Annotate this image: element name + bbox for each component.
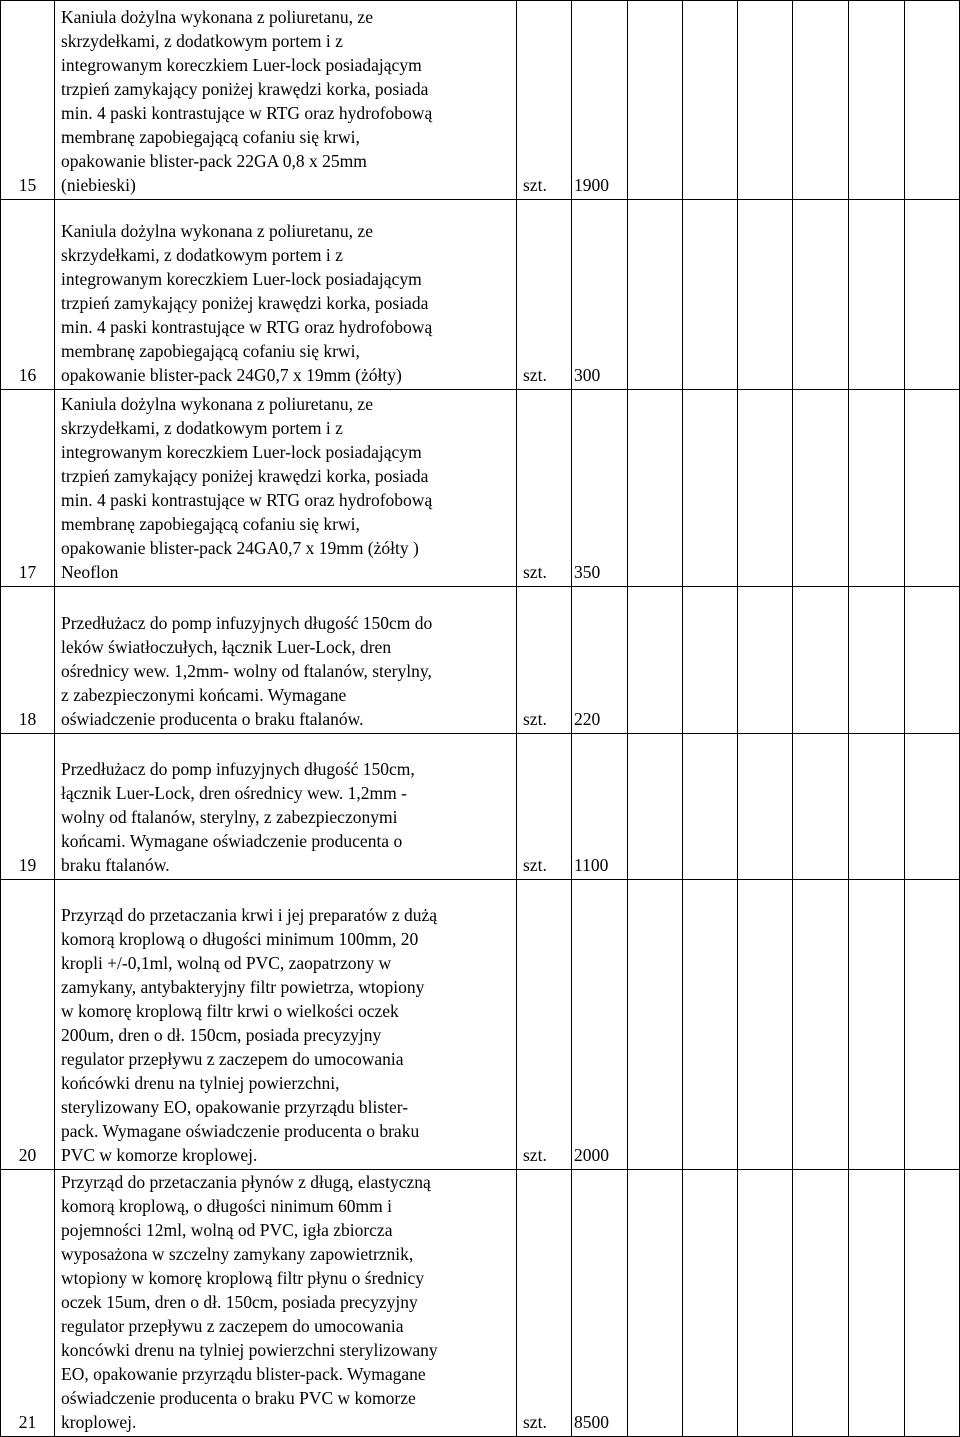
quantity-cell: 1100 bbox=[572, 734, 628, 880]
empty-cell bbox=[905, 1170, 960, 1437]
item-description bbox=[55, 880, 517, 1170]
table-row bbox=[1, 390, 960, 587]
empty-cell bbox=[849, 1, 905, 200]
unit-cell: szt. bbox=[517, 734, 572, 880]
row-number: 19 bbox=[1, 734, 55, 880]
empty-cell bbox=[793, 1, 849, 200]
empty-cell bbox=[738, 587, 793, 734]
row-number: 17 bbox=[1, 390, 55, 587]
empty-cell bbox=[738, 390, 793, 587]
empty-cell bbox=[905, 587, 960, 734]
item-description bbox=[55, 390, 517, 587]
quantity-cell: 350 bbox=[572, 390, 628, 587]
empty-cell bbox=[849, 390, 905, 587]
empty-cell bbox=[793, 200, 849, 390]
empty-cell bbox=[628, 587, 683, 734]
quantity-cell: 8500 bbox=[572, 1170, 628, 1437]
item-description bbox=[55, 200, 517, 390]
empty-cell bbox=[683, 734, 738, 880]
empty-cell bbox=[849, 880, 905, 1170]
empty-cell bbox=[849, 734, 905, 880]
empty-cell bbox=[793, 734, 849, 880]
empty-cell bbox=[683, 390, 738, 587]
unit-cell: szt. bbox=[517, 200, 572, 390]
item-description-text: Przedłużacz do pomp infuzyjnych długość 150cm, łącznik Luer-Lock, dren ośrednicy wew. 1,2mm - wolny od ftalanów, sterylny, z zabezpieczonymi końcami. Wymagane oświadczenie producenta o braku ftalanów. bbox=[61, 759, 415, 875]
empty-cell bbox=[849, 587, 905, 734]
row-number: 20 bbox=[1, 880, 55, 1170]
empty-cell bbox=[683, 1, 738, 200]
empty-cell bbox=[905, 880, 960, 1170]
empty-cell bbox=[793, 390, 849, 587]
empty-cell bbox=[628, 1170, 683, 1437]
quantity-cell: 220 bbox=[572, 587, 628, 734]
unit-cell: szt. bbox=[517, 880, 572, 1170]
empty-cell bbox=[683, 880, 738, 1170]
item-description-text: Przyrząd do przetaczania krwi i jej preparatów z dużą komorą kroplową o długości minimum 100mm, 20 kropli +/-0,1ml, wolną od PVC, zaopatrzony w zamykany, antybakteryjny filtr powietrza, wtopiony w komorę kroplową filtr krwi o wielkości oczek 200um, dren o dł. 150cm, posiada precyzyjny regulator przepływu z zaczepem do umocowania końcówki drenu na tylniej powierzchni, sterylizowany EO, opakowanie przyrządu blister- pack. Wymagane oświadczenie producenta o braku PVC w komorze kroplowej. bbox=[61, 905, 438, 1165]
table-row bbox=[1, 734, 960, 880]
empty-cell bbox=[628, 390, 683, 587]
empty-cell bbox=[849, 200, 905, 390]
empty-cell bbox=[905, 1, 960, 200]
item-description bbox=[55, 734, 517, 880]
empty-cell bbox=[738, 734, 793, 880]
empty-cell bbox=[683, 1170, 738, 1437]
item-description bbox=[55, 1, 517, 200]
empty-cell bbox=[793, 587, 849, 734]
quantity-cell: 300 bbox=[572, 200, 628, 390]
item-description-text: Kaniula dożylna wykonana z poliuretanu, ze skrzydełkami, z dodatkowym portem i z integrowanym koreczkiem Luer-lock posiadającym trzpień zamykający poniżej krawędzi korka, posiada min. 4 paski kontrastujące w RTG oraz hydrofobową membranę zapobiegającą cofaniu się krwi, opakowanie blister-pack 24GA0,7 x 19mm (żółty ) Neoflon bbox=[61, 394, 433, 582]
unit-cell: szt. bbox=[517, 1, 572, 200]
table-row bbox=[1, 587, 960, 734]
empty-cell bbox=[793, 1170, 849, 1437]
table-row bbox=[1, 1, 960, 200]
row-number: 21 bbox=[1, 1170, 55, 1437]
empty-cell bbox=[905, 390, 960, 587]
empty-cell bbox=[738, 880, 793, 1170]
item-description-text: Przedłużacz do pomp infuzyjnych długość 150cm do leków światłoczułych, łącznik Luer-Lock, dren ośrednicy wew. 1,2mm- wolny od ftalanów, sterylny, z zabezpieczonymi końcami. Wymagane oświadczenie producenta o braku ftalanów. bbox=[61, 613, 433, 729]
item-description-text: Kaniula dożylna wykonana z poliuretanu, ze skrzydełkami, z dodatkowym portem i z integrowanym koreczkiem Luer-lock posiadającym trzpień zamykający poniżej krawędzi korka, posiada min. 4 paski kontrastujące w RTG oraz hydrofobową membranę zapobiegającą cofaniu się krwi, opakowanie blister-pack 24G0,7 x 19mm (żółty) bbox=[61, 221, 433, 385]
quantity-cell: 1900 bbox=[572, 1, 628, 200]
item-description-text: Kaniula dożylna wykonana z poliuretanu, ze skrzydełkami, z dodatkowym portem i z integrowanym koreczkiem Luer-lock posiadającym trzpień zamykający poniżej krawędzi korka, posiada min. 4 paski kontrastujące w RTG oraz hydrofobową membranę zapobiegającą cofaniu się krwi, opakowanie blister-pack 22GA 0,8 x 25mm (niebieski) bbox=[61, 7, 433, 195]
unit-cell: szt. bbox=[517, 1170, 572, 1437]
item-description bbox=[55, 1170, 517, 1437]
empty-cell bbox=[628, 734, 683, 880]
item-description bbox=[55, 587, 517, 734]
empty-cell bbox=[905, 200, 960, 390]
empty-cell bbox=[738, 1, 793, 200]
empty-cell bbox=[628, 1, 683, 200]
row-number: 18 bbox=[1, 587, 55, 734]
unit-cell: szt. bbox=[517, 390, 572, 587]
table-row bbox=[1, 1170, 960, 1437]
empty-cell bbox=[683, 587, 738, 734]
items-table-body bbox=[1, 1, 960, 1437]
table-row bbox=[1, 200, 960, 390]
quantity-cell: 2000 bbox=[572, 880, 628, 1170]
row-number: 15 bbox=[1, 1, 55, 200]
empty-cell bbox=[738, 200, 793, 390]
empty-cell bbox=[628, 200, 683, 390]
row-number: 16 bbox=[1, 200, 55, 390]
empty-cell bbox=[738, 1170, 793, 1437]
empty-cell bbox=[628, 880, 683, 1170]
empty-cell bbox=[905, 734, 960, 880]
empty-cell bbox=[793, 880, 849, 1170]
empty-cell bbox=[849, 1170, 905, 1437]
unit-cell: szt. bbox=[517, 587, 572, 734]
table-row bbox=[1, 880, 960, 1170]
item-description-text: Przyrząd do przetaczania płynów z długą, elastyczną komorą kroplową, o długości ninimum 60mm i pojemności 12ml, wolną od PVC, igła zbiorcza wyposażona w szczelny zamykany zapowietrznik, wtopiony w komorę kroplową filtr płynu o średnicy oczek 15um, dren o dł. 150cm, posiada precyzyjny regulator przepływu z zaczepem do umocowania koncówki drenu na tylniej powierzchni sterylizowany EO, opakowanie przyrządu blister-pack. Wymagane oświadczenie producenta o braku PVC w komorze kroplowej. bbox=[61, 1172, 438, 1432]
empty-cell bbox=[683, 200, 738, 390]
